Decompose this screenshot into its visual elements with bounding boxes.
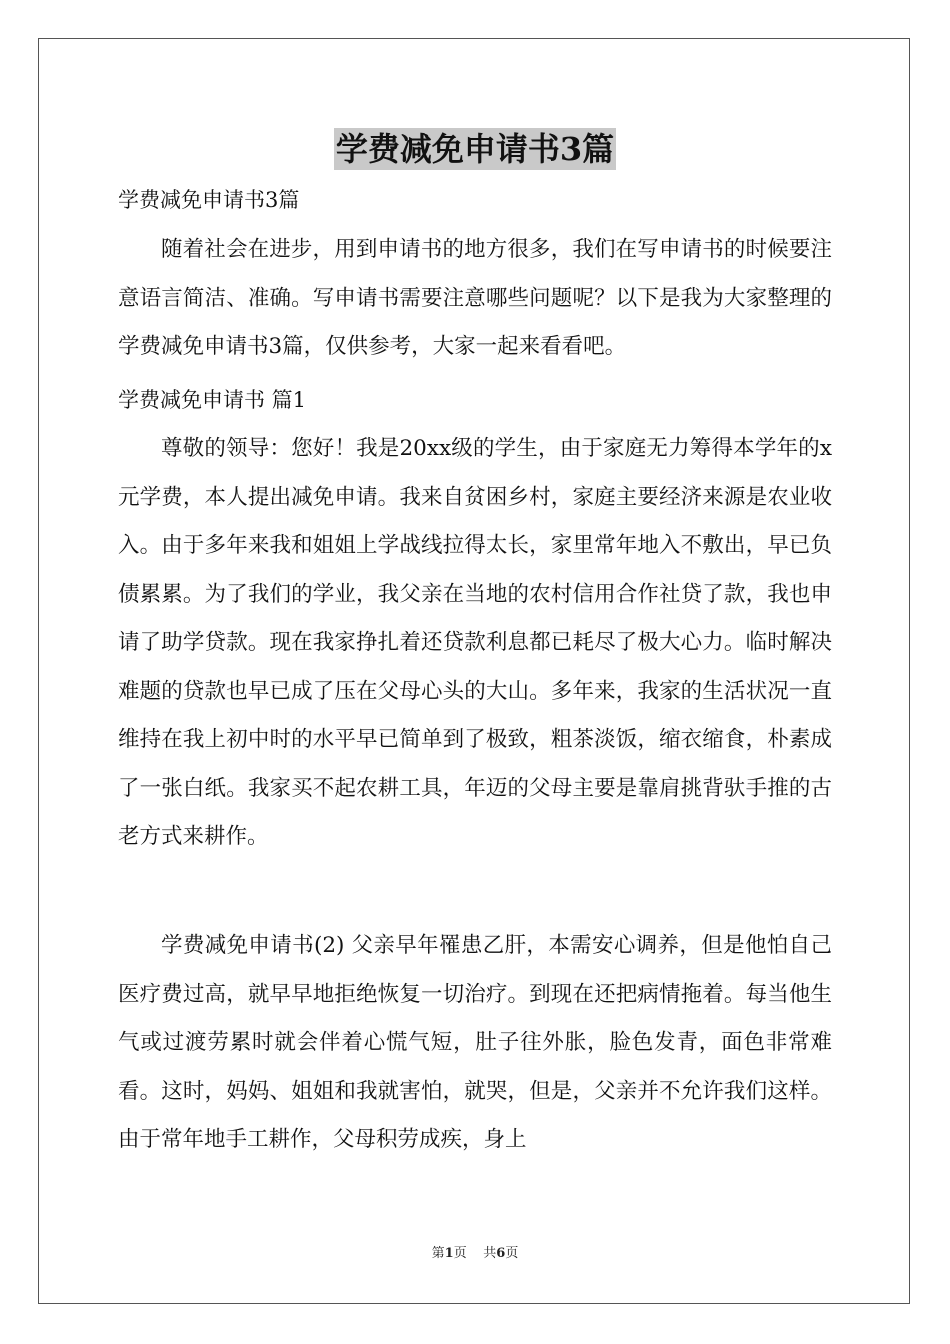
footer-total-suffix: 页 (505, 1246, 519, 1261)
section-1-heading: 学费减免申请书 篇1 (118, 388, 307, 412)
footer-page-prefix: 第 (431, 1246, 445, 1261)
page-footer (0, 1244, 950, 1264)
title-wrap (118, 128, 832, 170)
document-subtitle: 学费减免申请书3篇 (118, 188, 300, 212)
intro-paragraph: 随着社会在进步，用到申请书的地方很多，我们在写申请书的时候要注意语言简洁、准确。写申请书需要注意哪些问题呢？以下是我为大家整理的学费减免申请书3篇，仅供参考，大家一起来看看吧。 (118, 237, 832, 359)
body-paragraph-1: 尊敬的领导：您好！我是20xx级的学生，由于家庭无力筹得本学年的x元学费，本人提出减免申请。我来自贫困乡村，家庭主要经济来源是农业收入。由于多年来我和姐姐上学战线拉得太长，家里常年地入不敷出，早已负债累累。为了我们的学业，我父亲在当地的农村信用合作社贷了款，我也申请了助学贷款。现在我家挣扎着还贷款利息都已耗尽了极大心力。临时解决难题的贷款也早已成了压在父母心头的大山。多年来，我家的生活状况一直维持在我上初中时的水平早已简单到了极致，粗茶淡饭，缩衣缩食，朴素成了一张白纸。我家买不起农耕工具，年迈的父母主要是靠肩挑背驮手推的古老方式来耕作。 (118, 436, 832, 849)
footer-page-number: 1 (444, 1246, 454, 1261)
document-title: 学费减免申请书3篇 (335, 130, 615, 168)
footer-total-pages: 6 (496, 1246, 506, 1261)
footer-page-suffix: 页 (453, 1246, 467, 1261)
footer-total-prefix: 共 (483, 1246, 497, 1261)
body-paragraph-2: 学费减免申请书(2) 父亲早年罹患乙肝，本需安心调养，但是他怕自己医疗费过高，就早早地拒绝恢复一切治疗。到现在还把病情拖着。每当他生气或过渡劳累时就会伴着心慌气短，肚子往外胀，脸色发青，面色非常难看。这时，妈妈、姐姐和我就害怕，就哭，但是，父亲并不允许我们这样。由于常年地手工耕作，父母积劳成疾，身上 (118, 933, 832, 1152)
